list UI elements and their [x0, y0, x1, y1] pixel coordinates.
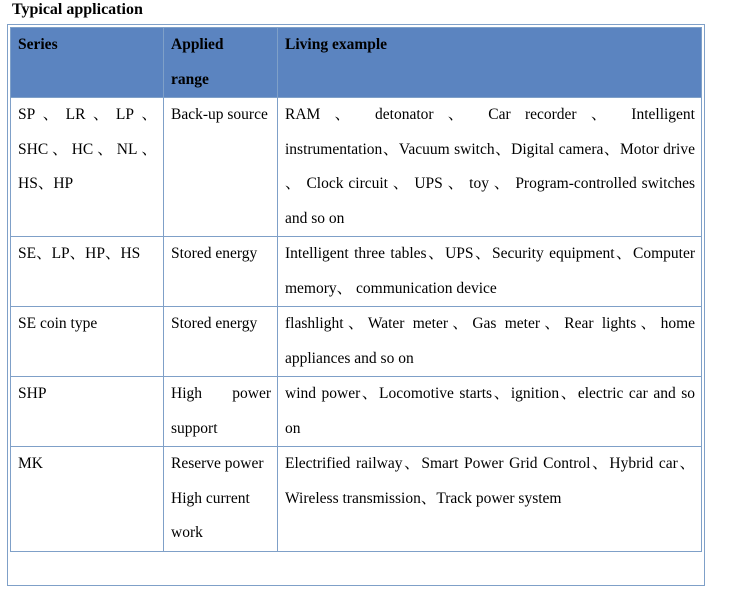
- cell-applied-range-line: Reserve power: [171, 455, 264, 472]
- table-row: [11, 307, 702, 377]
- cell-living-example: RAM 、 detonator 、 Car recorder 、 Intelligent instrumentation、Vacuum switch、Digital camera、Motor drive 、 Clock circuit 、 UPS 、 toy 、 Program-controlled switches and so on: [278, 98, 702, 237]
- application-table: [10, 27, 702, 552]
- header-series: Series: [11, 28, 164, 98]
- cell-living-example: Intelligent three tables、UPS、Security equipment、Computer memory、 communication device: [278, 237, 702, 307]
- table-row: [11, 377, 702, 447]
- cell-applied-range-line: High current work: [171, 489, 250, 541]
- header-applied-range: [164, 28, 278, 98]
- header-applied-range-line1: Applied: [171, 36, 224, 53]
- cell-series: SP、LR、LP、SHC、HC、NL、HS、HP: [11, 98, 164, 237]
- table-row: [11, 447, 702, 552]
- header-applied-range-line2: range: [171, 70, 209, 88]
- cell-series: SE coin type: [11, 307, 164, 377]
- cell-applied-range: [164, 447, 278, 552]
- cell-living-example: wind power、Locomotive starts、ignition、electric car and so on: [278, 377, 702, 447]
- table-row: [11, 98, 702, 237]
- table-row: [11, 237, 702, 307]
- cell-applied-range: High power support: [164, 377, 278, 447]
- table-header-row: [11, 28, 702, 98]
- cell-series: MK: [11, 447, 164, 552]
- page-title: Typical application: [12, 1, 143, 18]
- cell-series: SHP: [11, 377, 164, 447]
- application-table-frame: [7, 24, 705, 586]
- cell-living-example: flashlight、Water meter、Gas meter、Rear lights、home appliances and so on: [278, 307, 702, 377]
- header-living-example: Living example: [278, 28, 702, 98]
- cell-series: SE、LP、HP、HS: [11, 237, 164, 307]
- cell-applied-range: Back-up source: [164, 98, 278, 237]
- cell-living-example: Electrified railway、Smart Power Grid Control、Hybrid car、Wireless transmission、Track power system: [278, 447, 702, 552]
- cell-applied-range: Stored energy: [164, 307, 278, 377]
- cell-applied-range: Stored energy: [164, 237, 278, 307]
